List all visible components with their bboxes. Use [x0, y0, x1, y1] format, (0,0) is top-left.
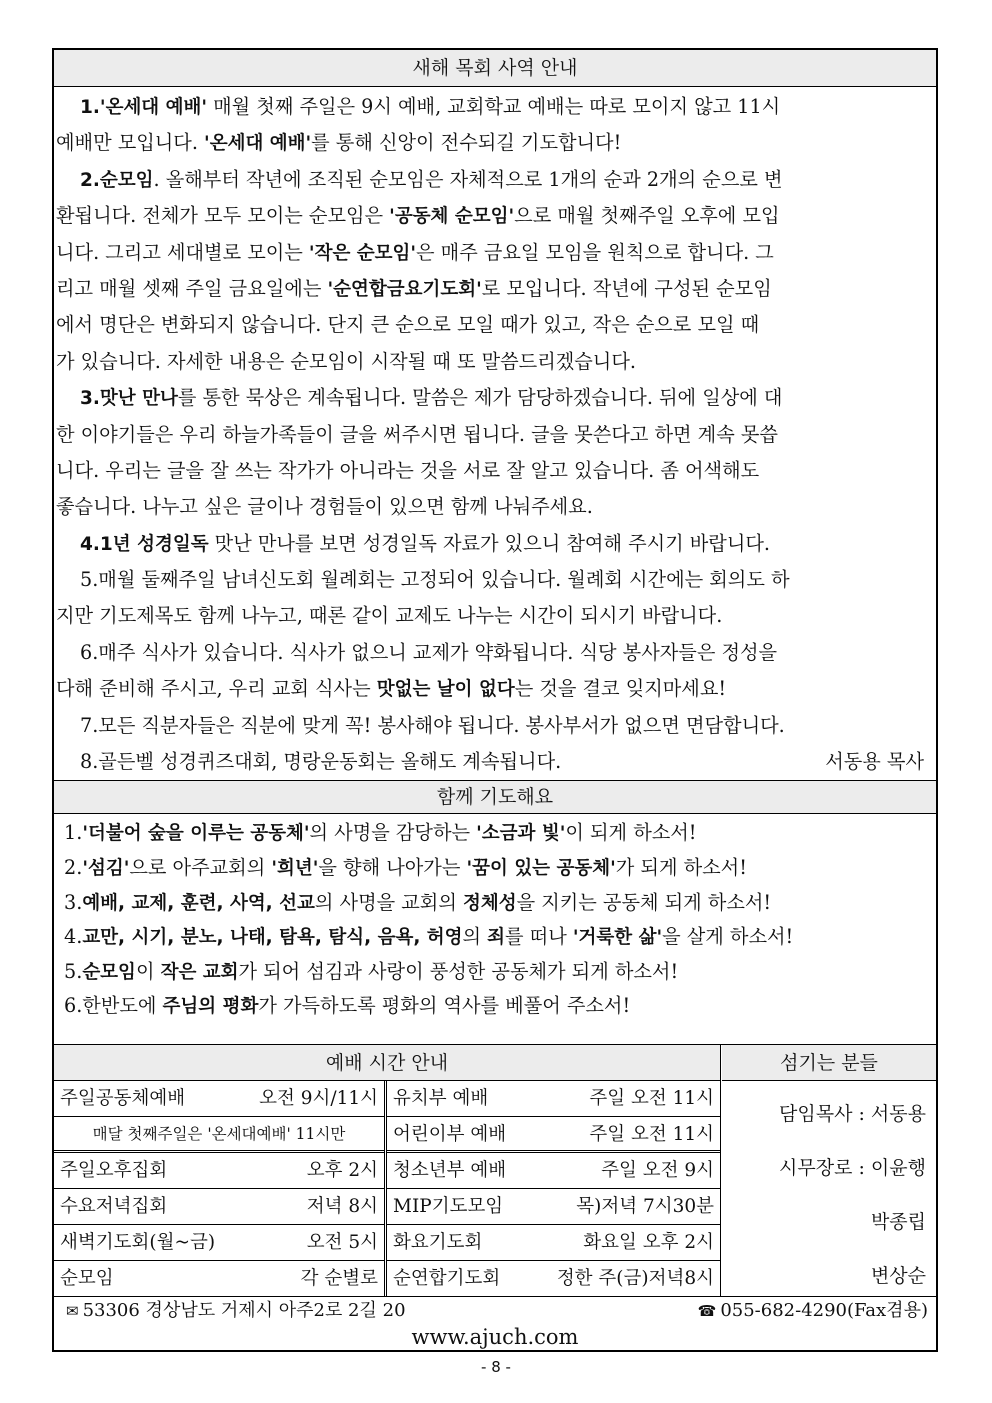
- schedule-row: [387, 1189, 720, 1225]
- bold-text: 2.순모임: [80, 169, 154, 191]
- service-time: 오전 5시: [306, 1232, 378, 1253]
- text: 한 이야기들은 우리 하늘가족들이 글을 써주시면 됩니다. 글을 못쓴다고 하면 계속 못씁: [56, 422, 778, 446]
- bold-text: '섬김': [82, 858, 130, 880]
- text: 니다. 우리는 글을 잘 쓰는 작가가 아니라는 것을 서로 잘 알고 있습니다. 좀 어색해도: [56, 458, 760, 482]
- bold-text: '공동체 순모임': [389, 206, 515, 228]
- notice-line: [54, 307, 936, 343]
- page-number: - 8 -: [481, 1358, 511, 1376]
- notice-line: [54, 162, 936, 198]
- service-name: 청소년부 예배: [393, 1160, 507, 1181]
- bold-text: 4.1년 성경일독: [80, 533, 209, 555]
- schedule-right-column: [387, 1081, 720, 1297]
- bold-text: 작은 교회: [160, 961, 239, 983]
- text: 7.모든 직분자들은 직분에 맞게 꼭! 봉사해야 됩니다. 봉사부서가 없으면 면담합니다.: [80, 713, 785, 737]
- service-time: 주일 오전 9시: [601, 1160, 714, 1181]
- mail-icon: ✉: [66, 1302, 79, 1320]
- text: 5.: [64, 959, 83, 983]
- service-name: 순모임: [60, 1268, 114, 1289]
- schedule-note: 매달 첫째주일은 '온세대예배' 11시만: [92, 1125, 346, 1143]
- text: 5.매월 둘째주일 남녀신도회 월례회는 고정되어 있습니다. 월례회 시간에는 회의도 하: [80, 568, 790, 592]
- notice-body: [54, 87, 936, 780]
- schedule-row: [387, 1081, 720, 1117]
- bulletin-page-frame: [52, 48, 938, 1352]
- notice-line: [54, 671, 936, 707]
- service-time: 오후 2시: [306, 1160, 378, 1181]
- notice-line: [54, 235, 936, 271]
- text: 는 것을 결코 잊지마세요!: [514, 677, 727, 701]
- text: 매월 첫째 주일은 9시 예배, 교회학교 예배는 따로 모이지 않고 11시: [207, 95, 781, 118]
- text: 3.: [64, 890, 83, 914]
- service-name: 순연합기도회: [393, 1268, 501, 1289]
- staff-title: 섬기는 분들: [722, 1045, 936, 1081]
- prayer-body: [54, 814, 936, 1028]
- worship-schedule: [54, 1045, 721, 1297]
- text: 6.한반도에: [64, 994, 163, 1018]
- notice-line: [54, 453, 936, 489]
- text: 환됩니다. 전체가 모두 모이는 순모임은: [56, 204, 390, 228]
- phone: ☎ 055-682-4290(Fax겸용): [697, 1300, 928, 1321]
- bold-text: 교만, 시기, 분노, 나태, 탐욕, 탐식, 음욕, 허영: [82, 927, 463, 949]
- notice-line: [54, 344, 936, 380]
- schedule-row: [387, 1117, 720, 1153]
- text: 를 떠나: [505, 925, 573, 949]
- text: 1.: [64, 821, 83, 845]
- bold-text: 정체성: [462, 892, 517, 914]
- bold-text: '순연합금요기도회': [327, 278, 482, 300]
- bold-text: 예배, 교제, 훈련, 사역, 선교: [82, 892, 315, 914]
- bold-text: '더불어 숲을 이루는 공동체': [82, 823, 310, 845]
- schedule-row: [54, 1081, 384, 1117]
- schedule-row: [387, 1261, 720, 1297]
- text: . 올해부터 작년에 조직된 순모임은 자체적으로 1개의 순과 2개의 순으로 변: [153, 167, 783, 191]
- notice-line: [54, 598, 936, 634]
- text: 을 향해 나아가는: [318, 856, 467, 880]
- service-name: 어린이부 예배: [393, 1124, 507, 1145]
- prayer-line: [54, 816, 936, 851]
- text: 6.매주 식사가 있습니다. 식사가 없으니 교제가 약화됩니다. 식당 봉사자들은 정성을: [80, 640, 778, 664]
- text: 4.: [64, 925, 83, 949]
- service-time: 목)저녁 7시30분: [576, 1196, 714, 1217]
- prayer-line: [54, 955, 936, 990]
- schedule-section: [54, 1044, 936, 1297]
- text: 가 되게 하소서!: [615, 856, 747, 880]
- service-name: 주일공동체예배: [60, 1088, 186, 1109]
- text: 의 사명을 교회의: [314, 890, 463, 914]
- bold-text: 주님의 평화: [162, 996, 259, 1018]
- text: 을 지키는 공동체 되게 하소서!: [516, 890, 772, 914]
- notice-line: [54, 489, 936, 525]
- service-time: 화요일 오후 2시: [583, 1232, 714, 1253]
- notice-line: [54, 198, 936, 234]
- service-time: 각 순별로: [300, 1268, 378, 1289]
- bold-text: '소금과 빛': [476, 823, 566, 845]
- bold-text: 순모임: [82, 961, 136, 983]
- bold-text: '꿈이 있는 공동체': [466, 858, 616, 880]
- staff-member: 시무장로 : 이윤행: [779, 1157, 926, 1179]
- phone-icon: ☎: [697, 1302, 717, 1320]
- text: 의: [462, 925, 488, 949]
- text: 2.: [64, 856, 83, 880]
- notice-line: [54, 708, 936, 744]
- notice-line: [54, 526, 936, 562]
- schedule-row: [387, 1225, 720, 1261]
- prayer-line: [54, 989, 936, 1024]
- staff-box: [722, 1045, 936, 1297]
- staff-member: 변상순: [870, 1265, 926, 1287]
- bold-text: 3.맛난 만나: [80, 388, 178, 410]
- text: 예배만 모입니다.: [56, 131, 205, 155]
- text: 를 통해 신앙이 전수되길 기도합니다!: [311, 131, 622, 155]
- service-name: MIP기도모임: [393, 1196, 504, 1217]
- notice-line: [54, 125, 936, 161]
- bold-text: 죄: [487, 927, 506, 949]
- schedule-left-column: [54, 1081, 387, 1297]
- bold-text: 맛없는 날이 없다: [376, 679, 515, 701]
- service-name: 수요저녁집회: [60, 1196, 168, 1217]
- prayer-title: 함께 기도해요: [54, 780, 936, 814]
- service-name: 화요기도회: [393, 1232, 483, 1253]
- notice-line: [54, 562, 936, 598]
- bold-text: '온세대 예배': [99, 97, 208, 118]
- text: 지만 기도제목도 함께 나누고, 때론 같이 교제도 나누는 시간이 되시기 바랍니다.: [56, 604, 723, 628]
- notice-line: [54, 744, 936, 780]
- staff-member: 박종립: [870, 1211, 926, 1233]
- bold-text: '온세대 예배': [204, 133, 312, 155]
- service-time: 저녁 8시: [306, 1196, 378, 1217]
- schedule-row: [54, 1261, 384, 1297]
- bold-text: '작은 순모임': [308, 242, 417, 264]
- prayer-line: [54, 851, 936, 886]
- schedule-row: [54, 1117, 384, 1153]
- text: 으로 매월 첫째주일 오후에 모입: [514, 204, 780, 228]
- signature: 서동용 목사: [825, 750, 924, 774]
- text: 가 되어 섬김과 사랑이 풍성한 공동체가 되게 하소서!: [238, 959, 679, 983]
- bold-text: '거룩한 삶': [572, 927, 663, 949]
- text: 을 살게 하소서!: [662, 925, 794, 949]
- schedule-row: [54, 1225, 384, 1261]
- text: 으로 아주교회의: [129, 856, 272, 880]
- schedule-row: [387, 1153, 720, 1189]
- prayer-line: [54, 886, 936, 921]
- text: 다해 준비해 주시고, 우리 교회 식사는: [56, 677, 377, 701]
- service-name: 새벽기도회(월~금): [60, 1232, 216, 1253]
- text: 니다. 그리고 세대별로 모이는: [56, 240, 309, 264]
- text: 좋습니다. 나누고 싶은 글이나 경험들이 있으면 함께 나눠주세요.: [56, 495, 593, 519]
- staff-member: 담임목사 : 서동용: [779, 1103, 926, 1125]
- text: 가 있습니다. 자세한 내용은 순모임이 시작될 때 또 말씀드리겠습니다.: [56, 349, 636, 373]
- service-name: 유치부 예배: [393, 1088, 489, 1109]
- text: 의 사명을 감당하는: [309, 821, 477, 845]
- address: ✉ 53306 경상남도 거제시 아주2로 2길 20: [66, 1300, 406, 1321]
- notice-line: [54, 635, 936, 671]
- text: 은 매주 금요일 모임을 원칙으로 합니다. 그: [416, 240, 774, 264]
- text: 를 통한 묵상은 계속됩니다. 말씀은 제가 담당하겠습니다. 뒤에 일상에 대: [177, 386, 783, 410]
- text: 맛난 만나를 보면 성경일독 자료가 있으니 참여해 주시기 바랍니다.: [208, 531, 771, 555]
- notice-line: [54, 380, 936, 416]
- website-link[interactable]: www.ajuch.com: [411, 1325, 579, 1349]
- text: 에서 명단은 변화되지 않습니다. 단지 큰 순으로 모일 때가 있고, 작은 순으로 모일 때: [56, 313, 760, 337]
- service-time: 주일 오전 11시: [589, 1088, 714, 1109]
- text: 가 가득하도록 평화의 역사를 베풀어 주소서!: [258, 994, 631, 1018]
- notice-line: [54, 417, 936, 453]
- footer: [54, 1296, 936, 1353]
- service-name: 주일오후집회: [60, 1160, 168, 1181]
- text: 이: [135, 959, 161, 983]
- worship-schedule-title: 예배 시간 안내: [54, 1045, 720, 1081]
- schedule-row: [54, 1153, 384, 1189]
- service-time: 오전 9시/11시: [259, 1088, 378, 1109]
- notice-title: 새해 목회 사역 안내: [54, 50, 936, 87]
- service-time: 정한 주(금)저녁8시: [556, 1268, 714, 1289]
- notice-line: [54, 89, 936, 125]
- prayer-line: [54, 920, 936, 955]
- bold-text: 1.: [80, 97, 100, 118]
- text: 8.골든벨 성경퀴즈대회, 명랑운동회는 올해도 계속됩니다.: [80, 750, 562, 774]
- text: 리고 매월 셋째 주일 금요일에는: [56, 276, 328, 300]
- schedule-row: [54, 1189, 384, 1225]
- text: 로 모입니다. 작년에 구성된 순모임: [481, 276, 772, 300]
- notice-line: [54, 271, 936, 307]
- text: 이 되게 하소서!: [565, 821, 697, 845]
- service-time: 주일 오전 11시: [589, 1124, 714, 1145]
- bold-text: '희년': [271, 858, 319, 880]
